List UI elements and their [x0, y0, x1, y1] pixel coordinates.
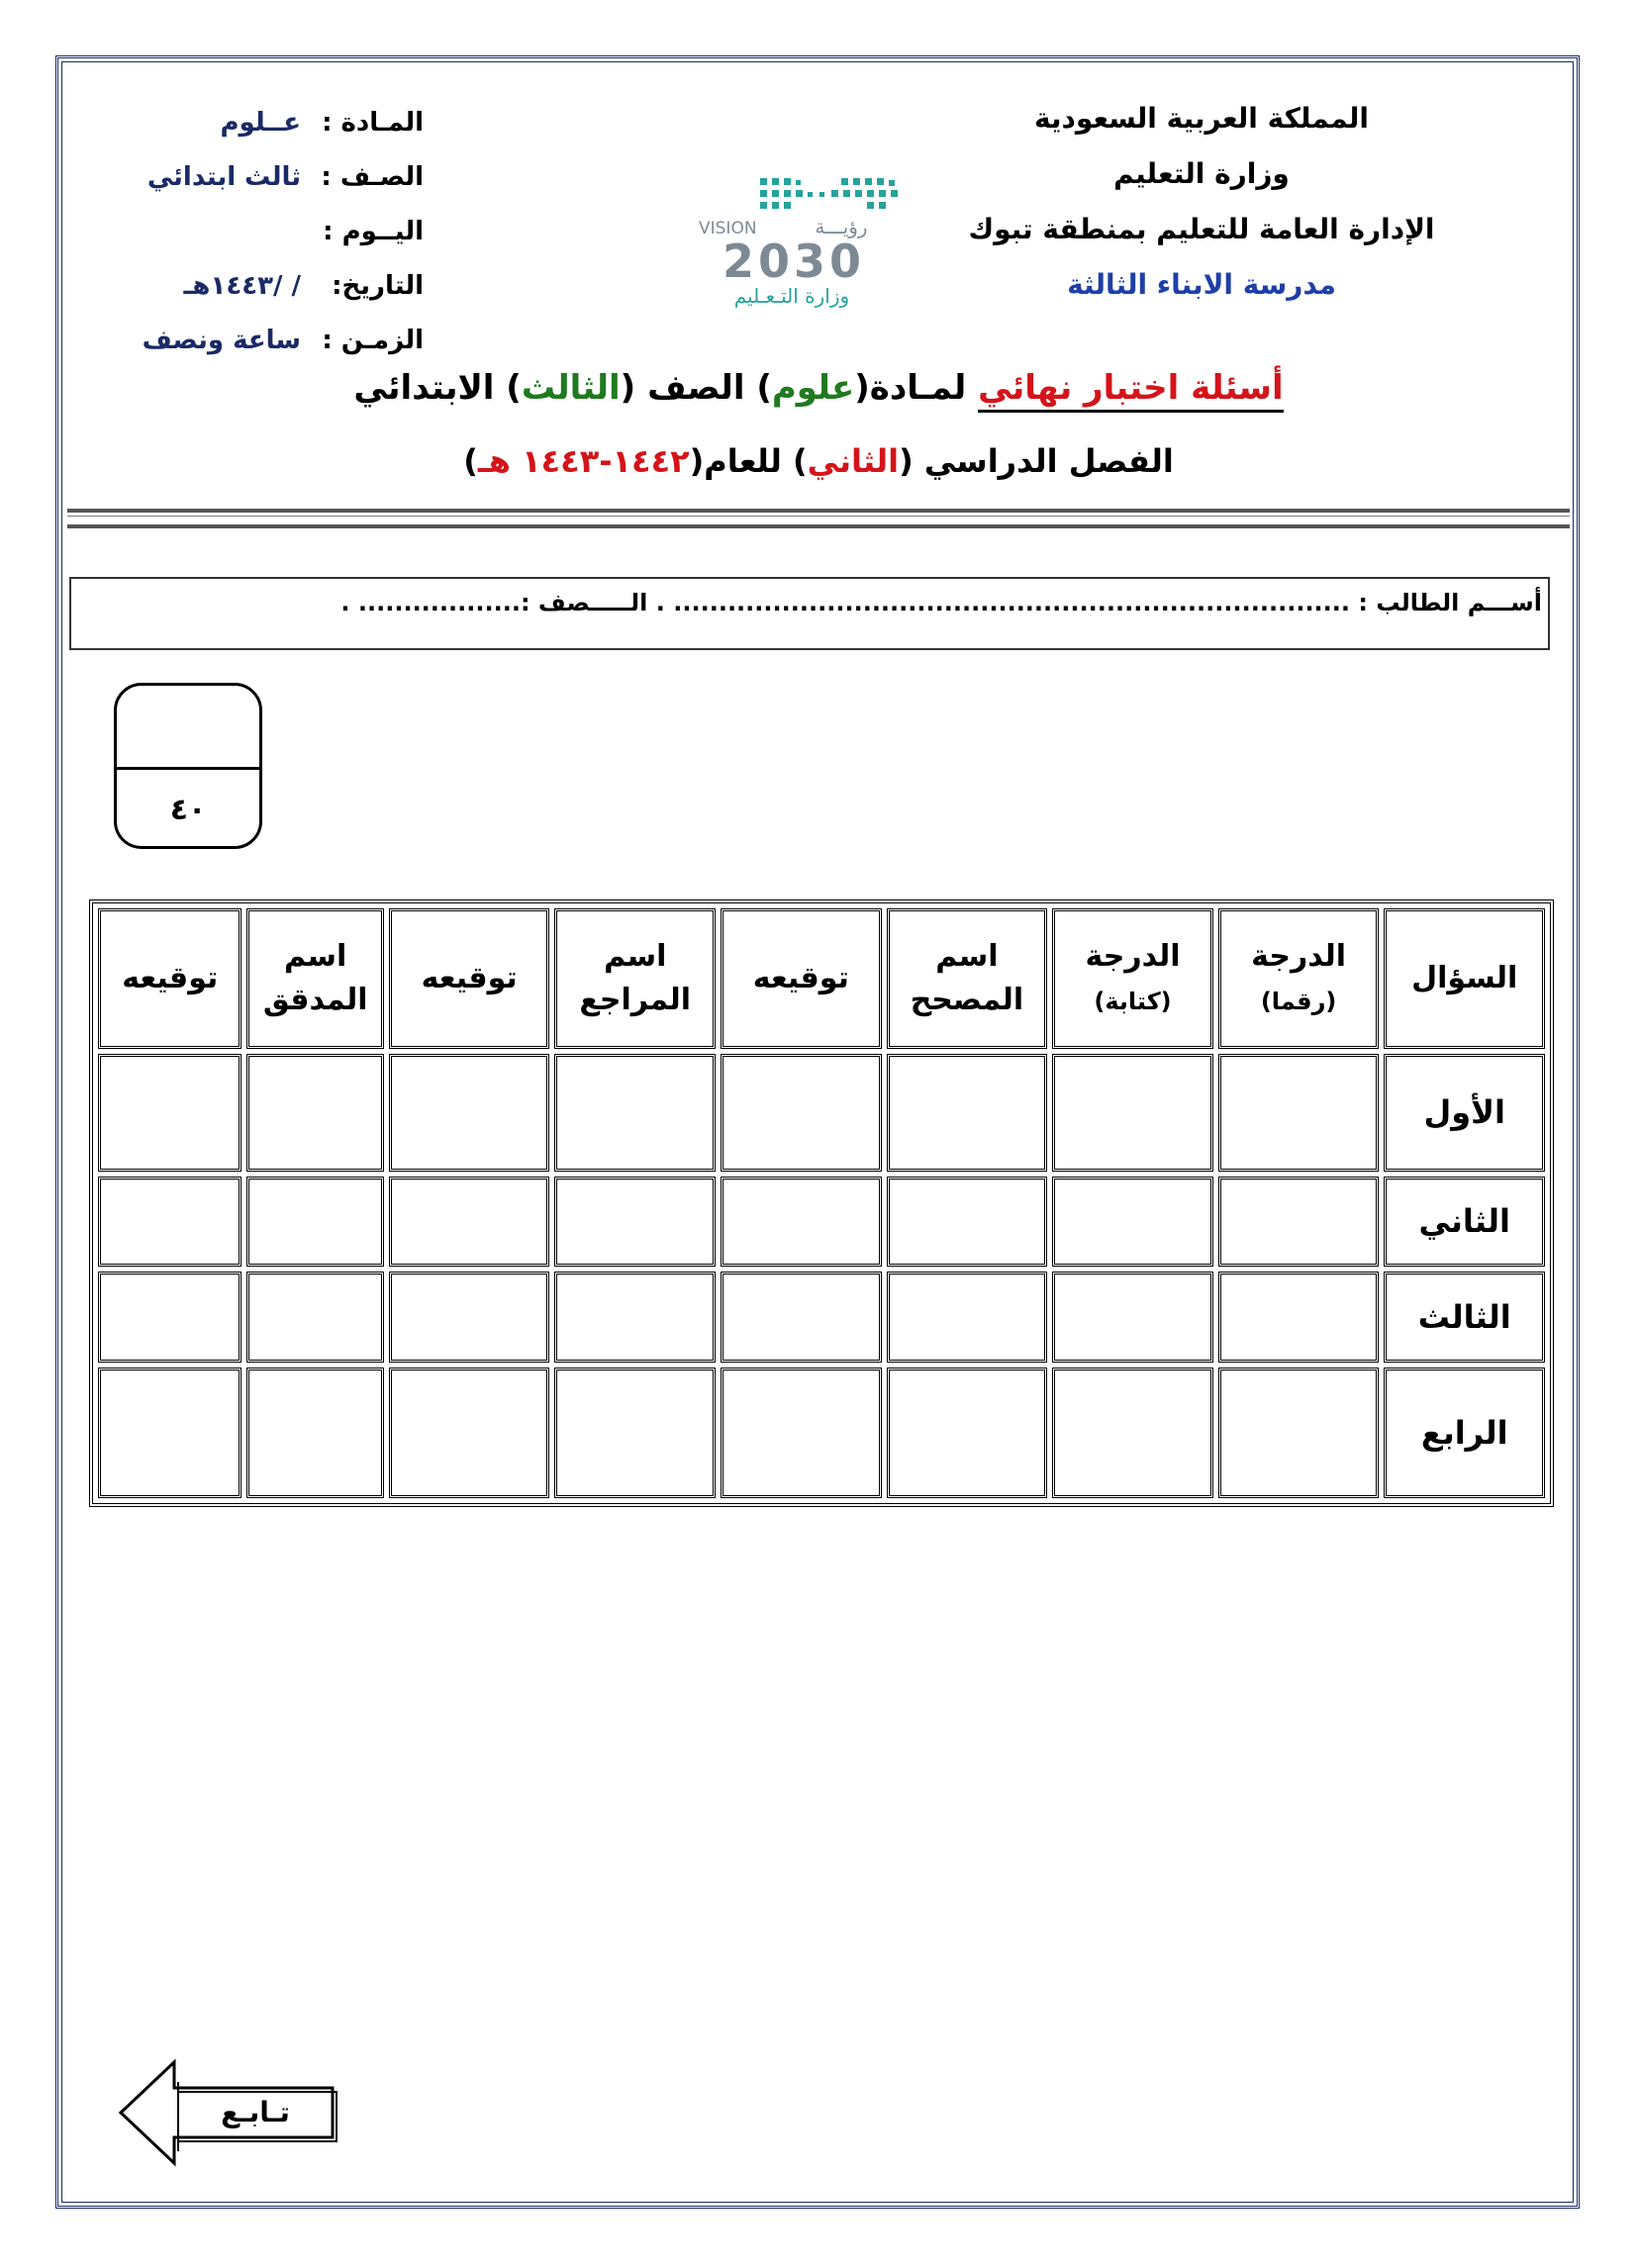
grade-prefix: الصف: [647, 368, 745, 408]
vision-2030-logo: [693, 174, 930, 313]
header-cell: توقيعه: [98, 908, 241, 1049]
header-cell: السؤال: [1384, 908, 1545, 1049]
table-row: [98, 1054, 1545, 1171]
directorate-name: الإدارة العامة للتعليم بمنطقة تبوك: [968, 213, 1435, 245]
table-row: [98, 1368, 1545, 1498]
header-divider: [67, 509, 1570, 528]
grade-cell[interactable]: [1052, 1272, 1213, 1363]
grade-cell[interactable]: [246, 1054, 383, 1171]
grade-value: ثالث ابتدائي: [146, 161, 301, 192]
time-label: الزمـن :: [322, 325, 424, 355]
grade-cell[interactable]: [98, 1177, 241, 1268]
score-total: ٤٠: [169, 792, 207, 827]
grade-cell[interactable]: [389, 1368, 550, 1498]
grade-name: الثالث: [521, 368, 621, 408]
table-header-row: [98, 908, 1545, 1049]
grade-cell[interactable]: [554, 1272, 716, 1363]
date-value: / /١٤٤٣هـ: [183, 270, 301, 301]
grade-row: [127, 149, 424, 204]
day-row: [127, 204, 424, 258]
institution-header: [944, 91, 1459, 313]
next-page-arrow[interactable]: [117, 2058, 344, 2167]
kingdom-name: المملكة العربية السعودية: [1034, 102, 1369, 135]
grade-cell[interactable]: [1218, 1054, 1380, 1171]
header-cell: توقيعه: [721, 908, 882, 1049]
exam-type: أسئلة اختبار نهائي: [978, 368, 1284, 413]
table-row: [98, 1177, 1545, 1268]
grade-cell[interactable]: [721, 1054, 882, 1171]
grade-cell[interactable]: [246, 1177, 383, 1268]
grade-cell[interactable]: [98, 1054, 241, 1171]
table-row: [98, 1272, 1545, 1363]
logo-year-text: 2030: [722, 235, 866, 288]
student-name-line: أســـم الطالب : ........................................................................... . الـــــصف :.................. .: [340, 589, 1542, 616]
logo-ministry-text: وزارة التـعـليم: [733, 284, 850, 308]
grade-cell[interactable]: [389, 1177, 550, 1268]
term-name: الثاني: [807, 442, 900, 480]
exam-info: [127, 95, 424, 367]
grade-suffix: الابتدائي: [353, 368, 495, 408]
term-prefix: الفصل الدراسي: [923, 442, 1174, 480]
grade-cell[interactable]: [246, 1272, 383, 1363]
date-label: التاريخ:: [332, 270, 424, 301]
logo-arabic-vision-text: رؤيـــة: [815, 215, 868, 238]
header-cell: اسم المراجع: [554, 908, 716, 1049]
header-cell: توقيعه: [389, 908, 550, 1049]
grading-table: [89, 899, 1554, 1507]
grade-cell[interactable]: [554, 1368, 716, 1498]
subject-row: [127, 95, 424, 149]
grade-cell[interactable]: [1218, 1272, 1380, 1363]
score-box: [114, 683, 262, 849]
row-label: الأول: [1384, 1054, 1545, 1171]
row-label: الثاني: [1384, 1177, 1545, 1268]
row-label: الثالث: [1384, 1272, 1545, 1363]
header-cell: اسم المدقق: [246, 908, 383, 1049]
logo-vision-text: VISION: [699, 219, 757, 238]
grade-cell[interactable]: [887, 1368, 1048, 1498]
header-cell: الدرجة (رقما): [1218, 908, 1380, 1049]
subject-name: علوم: [771, 368, 855, 408]
grade-cell[interactable]: [1052, 1177, 1213, 1268]
subject-label: المـادة :: [322, 107, 424, 138]
school-name: مدرسة الابناء الثالثة: [1067, 268, 1336, 301]
day-label: اليــوم :: [323, 216, 424, 246]
academic-year: ١٤٤٢-١٤٤٣ هـ: [477, 442, 690, 480]
grade-cell[interactable]: [554, 1054, 716, 1171]
grade-cell[interactable]: [1052, 1368, 1213, 1498]
time-row: [127, 313, 424, 367]
exam-title: أسئلة اختبار نهائي لمـادة(علوم) الصف (الثالث) الابتدائي: [0, 368, 1637, 408]
dots-pattern-icon: [760, 178, 898, 209]
score-earned-cell[interactable]: [117, 686, 259, 770]
grade-cell[interactable]: [554, 1177, 716, 1268]
grade-cell[interactable]: [887, 1272, 1048, 1363]
row-label: الرابع: [1384, 1368, 1545, 1498]
student-info-box[interactable]: [69, 577, 1550, 650]
ministry-name: وزارة التعليم: [1113, 157, 1290, 190]
grade-label: الصـف :: [321, 161, 424, 192]
grade-cell[interactable]: [246, 1368, 383, 1498]
grade-cell[interactable]: [887, 1177, 1048, 1268]
subject-value: عــلوم: [220, 107, 301, 138]
grade-cell[interactable]: [1052, 1054, 1213, 1171]
subject-prefix: لمـادة: [869, 368, 967, 408]
time-value: ساعة ونصف: [142, 325, 301, 355]
grade-cell[interactable]: [389, 1272, 550, 1363]
grade-cell[interactable]: [1218, 1368, 1380, 1498]
grade-cell[interactable]: [721, 1368, 882, 1498]
date-row: [127, 258, 424, 313]
term-title: الفصل الدراسي (الثاني) للعام(١٤٤٢-١٤٤٣ هـ): [463, 442, 1174, 480]
grade-cell[interactable]: [389, 1054, 550, 1171]
grade-cell[interactable]: [1218, 1177, 1380, 1268]
grade-cell[interactable]: [721, 1177, 882, 1268]
year-prefix: للعام: [704, 442, 782, 480]
grade-cell[interactable]: [98, 1368, 241, 1498]
header-cell: الدرجة (كتابة): [1052, 908, 1213, 1049]
header-cell: اسم المصحح: [887, 908, 1048, 1049]
grade-cell[interactable]: [721, 1272, 882, 1363]
grade-cell[interactable]: [98, 1272, 241, 1363]
next-label: تـابـع: [221, 2096, 290, 2128]
grade-cell[interactable]: [887, 1054, 1048, 1171]
